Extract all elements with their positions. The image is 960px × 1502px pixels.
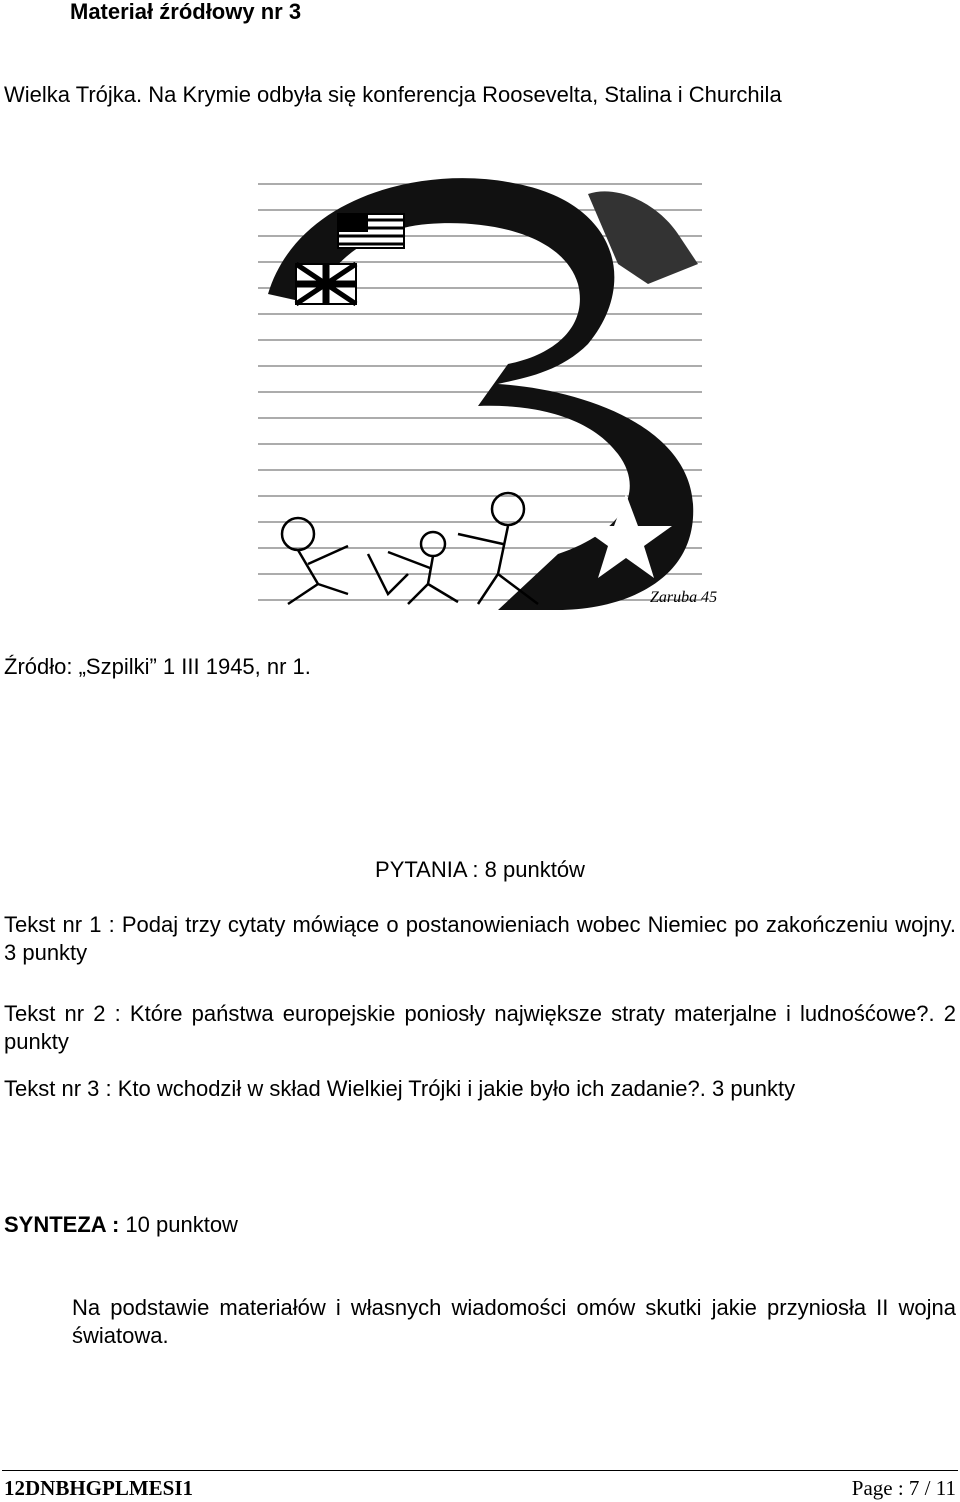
questions-title: PYTANIA : 8 punktów [375,857,585,882]
question-points: 3 punkty [4,940,88,965]
question-text: Tekst nr 2 : Które państwa europejskie poniosły największe straty materjalne i ludnośćowe?. [4,1001,935,1026]
question-text: Tekst nr 3 : Kto wchodził w skład Wielkiej Trójki i jakie było ich zadanie?. [4,1076,706,1101]
cartoon-illustration [258,174,718,610]
synthesis-task: Na podstawie materiałów i własnych wiadomości omów skutki jakie przyniosła II wojna światowa. [72,1295,956,1348]
cartoon-drawing [258,174,718,610]
page-number: Page : 7 / 11 [851,1476,956,1500]
question-item-2 [4,1000,956,1056]
source-heading: Materiał źródłowy nr 3 [70,0,302,24]
synthesis-label: SYNTEZA : [4,1212,120,1237]
synthesis-title [4,1211,238,1239]
question-points: 2 punkty [4,1001,956,1054]
question-text: Tekst nr 1 : Podaj trzy cytaty mówiące o postanowieniach wobec Niemiec po zakończeniu wojny. [4,912,956,937]
document-code: 12DNBHGPLMESI1 [4,1476,194,1500]
us-flag-icon [338,214,404,248]
source-line: Źródło: „Szpilki” 1 III 1945, nr 1. [4,654,311,679]
uk-flag-icon [296,264,356,304]
page-footer [4,1474,956,1502]
caption-title: Wielka Trójka. Na Krymie odbyła się konferencja Roosevelta, Stalina i Churchila [4,82,782,107]
footer-divider [2,1470,958,1471]
question-item-3 [4,1075,956,1103]
question-item-1 [4,911,956,967]
question-points: 3 punkty [711,1076,796,1101]
synthesis-points: 10 punktow [125,1212,238,1237]
cartoon-signature: Zaruba 45 [650,589,718,606]
